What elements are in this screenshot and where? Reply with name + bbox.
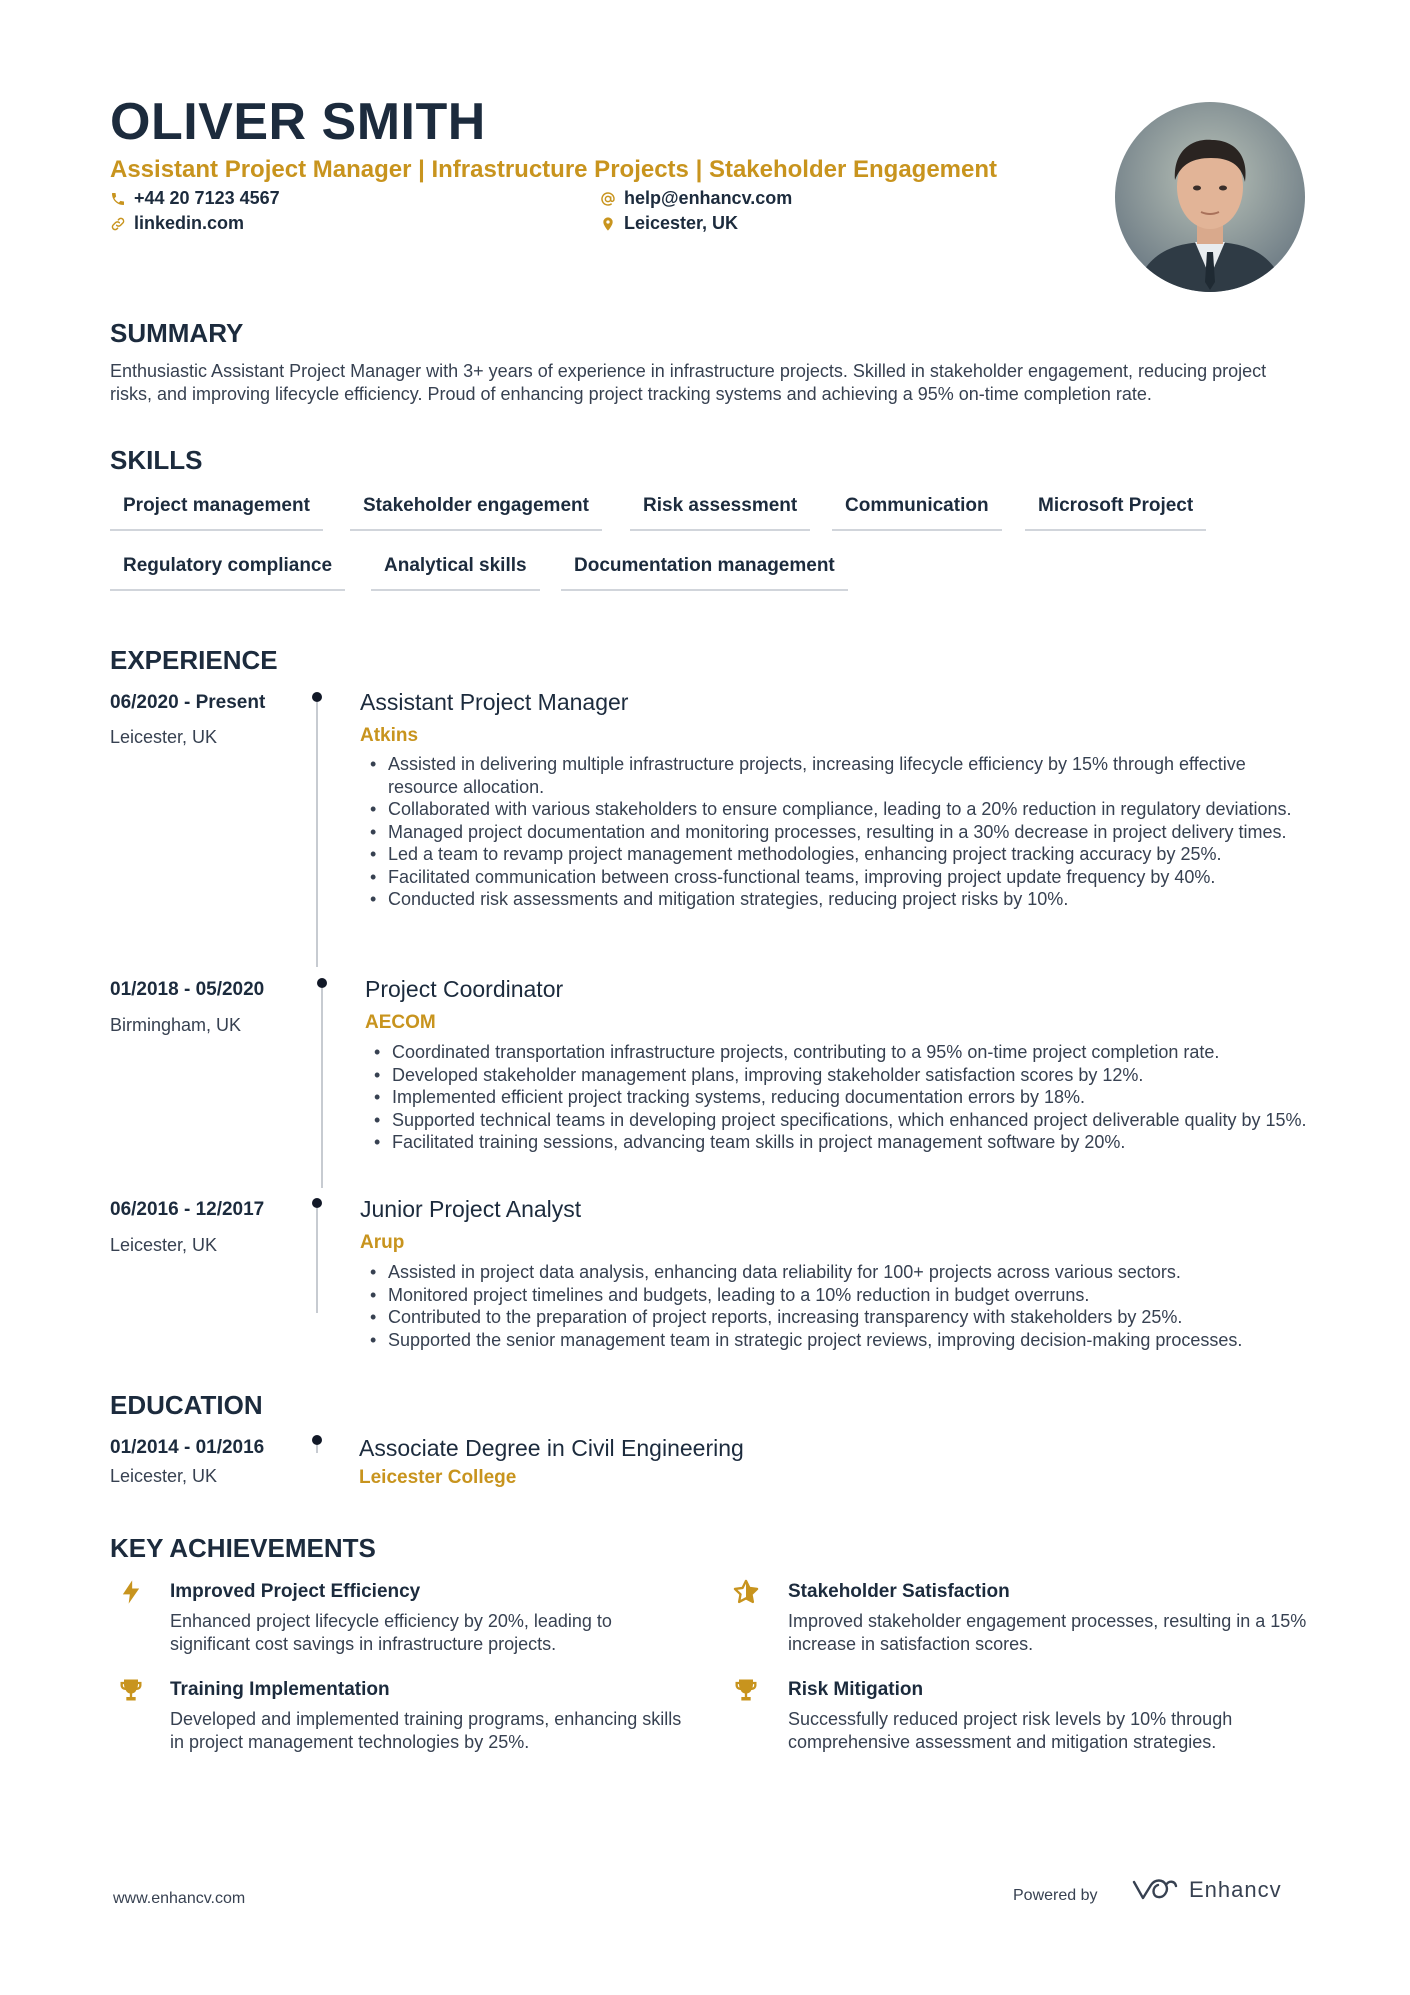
bullet-item: • Implemented efficient project tracking systems, reducing documentation errors by 18%. [370,1086,1315,1109]
achievement-title: Improved Project Efficiency [170,1581,421,1602]
bullet-item: • Supported the senior management team in strategic project reviews, improving decision-making processes. [366,1329,1316,1352]
brand-name: Enhancv [1189,1877,1282,1902]
summary-text: Enthusiastic Assistant Project Manager with 3+ years of experience in infrastructure projects. Skilled in stakeholder engagement, reducing project risks, and improving lifecycle efficiency. Proud of enhancing project tracking systems and achieving a 95% on-time completion rate. [110,361,1267,404]
bullet-item: • Managed project documentation and monitoring processes, resulting in a 30% decrease in project delivery times. [366,821,1316,844]
timeline-line [316,702,318,967]
linkedin-text: linkedin.com [134,213,245,233]
skills-heading: SKILLS [110,445,203,475]
bullet-item: • Developed stakeholder management plans, improving stakeholder satisfaction scores by 12%. [370,1064,1315,1087]
bullet-item: • Facilitated communication between cross-functional teams, improving project update frequency by 40%. [366,866,1316,889]
achievement-desc: Enhanced project lifecycle efficiency by 20%, leading to significant cost savings in infrastructure projects. [170,1611,612,1654]
timeline-dot [312,1435,322,1445]
timeline-line [316,1445,318,1453]
timeline-dot [312,692,322,702]
powered-by-label: Powered by [1013,1887,1098,1904]
bullet-item: • Collaborated with various stakeholders to ensure compliance, leading to a 20% reduction in regulatory deviations. [366,798,1316,821]
timeline-dot [312,1198,322,1208]
job-bullets [370,1041,1315,1154]
skill-tag: Project management [110,495,323,531]
contact-linkedin[interactable] [110,213,244,234]
company-name: Atkins [360,725,419,746]
achievement-desc: Developed and implemented training programs, enhancing skills in project management technologies by 25%. [170,1709,682,1752]
contact-location [600,213,738,234]
job-title: Assistant Project Manager [360,689,629,715]
skill-tag: Regulatory compliance [110,555,345,591]
at-icon [600,191,616,207]
bullet-item: • Supported technical teams in developing project specifications, which enhanced project deliverable quality by 15%. [370,1109,1315,1132]
company-name: AECOM [365,1012,436,1033]
star-icon [732,1578,760,1606]
education-location: Leicester, UK [110,1466,218,1486]
timeline-dot [317,978,327,988]
job-dates: 06/2020 - Present [110,692,266,713]
link-icon [110,216,126,232]
company-name: Arup [360,1232,405,1253]
profile-photo [1115,102,1305,292]
education-heading: EDUCATION [110,1390,263,1420]
bullet-item: • Conducted risk assessments and mitigation strategies, reducing project risks by 10%. [366,888,1316,911]
skill-tag: Microsoft Project [1025,495,1206,531]
skill-tag: Analytical skills [371,555,540,591]
degree-title: Associate Degree in Civil Engineering [359,1435,744,1461]
location-text: Leicester, UK [624,213,739,233]
job-bullets [366,1261,1316,1351]
bullet-item: • Coordinated transportation infrastructure projects, contributing to a 95% on-time project completion rate. [370,1041,1315,1064]
enhancv-logo-icon [1131,1877,1179,1903]
achievement-desc: Improved stakeholder engagement processes, resulting in a 15% increase in satisfaction scores. [788,1611,1307,1654]
achievements-heading: KEY ACHIEVEMENTS [110,1533,376,1563]
trophy-icon [732,1676,760,1704]
bullet-item: • Contributed to the preparation of project reports, increasing transparency with stakeholders by 25%. [366,1306,1316,1329]
achievement-title: Risk Mitigation [788,1679,924,1700]
contact-phone[interactable] [110,188,280,209]
job-location: Leicester, UK [110,727,218,747]
job-dates: 06/2016 - 12/2017 [110,1199,265,1220]
timeline-line [316,1208,318,1313]
achievement-desc: Successfully reduced project risk levels by 10% through comprehensive assessment and mitigation strategies. [788,1709,1233,1752]
bullet-item: • Led a team to revamp project management methodologies, enhancing project tracking accuracy by 25%. [366,843,1316,866]
footer-url[interactable]: www.enhancv.com [113,1890,246,1907]
skill-tag: Documentation management [561,555,848,591]
bullet-item: • Assisted in delivering multiple infrastructure projects, increasing lifecycle efficiency by 15% through effective resource allocation. [366,753,1316,798]
job-title: Junior Project Analyst [360,1196,582,1222]
email-text: help@enhancv.com [624,188,793,208]
phone-icon [110,191,126,207]
job-location: Leicester, UK [110,1235,218,1255]
achievement-title: Stakeholder Satisfaction [788,1581,1010,1602]
trophy-icon [117,1676,145,1704]
candidate-name: OLIVER SMITH [110,93,486,151]
bullet-item: • Monitored project timelines and budgets, leading to a 10% reduction in budget overruns. [366,1284,1316,1307]
contact-email[interactable] [600,188,792,209]
education-dates: 01/2014 - 01/2016 [110,1437,265,1458]
skill-tag: Stakeholder engagement [350,495,602,531]
timeline-line [321,988,323,1188]
location-pin-icon [600,216,616,232]
job-title: Project Coordinator [365,976,564,1002]
job-location: Birmingham, UK [110,1015,242,1035]
skill-tag: Risk assessment [630,495,810,531]
job-dates: 01/2018 - 05/2020 [110,979,265,1000]
enhancv-logo[interactable] [1131,1877,1282,1903]
job-bullets [366,753,1316,911]
summary-heading: SUMMARY [110,318,244,348]
school-name: Leicester College [359,1467,517,1488]
headline: Assistant Project Manager | Infrastructure Projects | Stakeholder Engagement [110,156,998,183]
phone-text: +44 20 7123 4567 [134,188,280,208]
bullet-item: • Assisted in project data analysis, enhancing data reliability for 100+ projects across various sectors. [366,1261,1316,1284]
achievement-title: Training Implementation [170,1679,390,1700]
experience-heading: EXPERIENCE [110,645,278,675]
bullet-item: • Facilitated training sessions, advancing team skills in project management software by 20%. [370,1131,1315,1154]
lightning-icon [117,1578,145,1606]
skill-tag: Communication [832,495,1002,531]
